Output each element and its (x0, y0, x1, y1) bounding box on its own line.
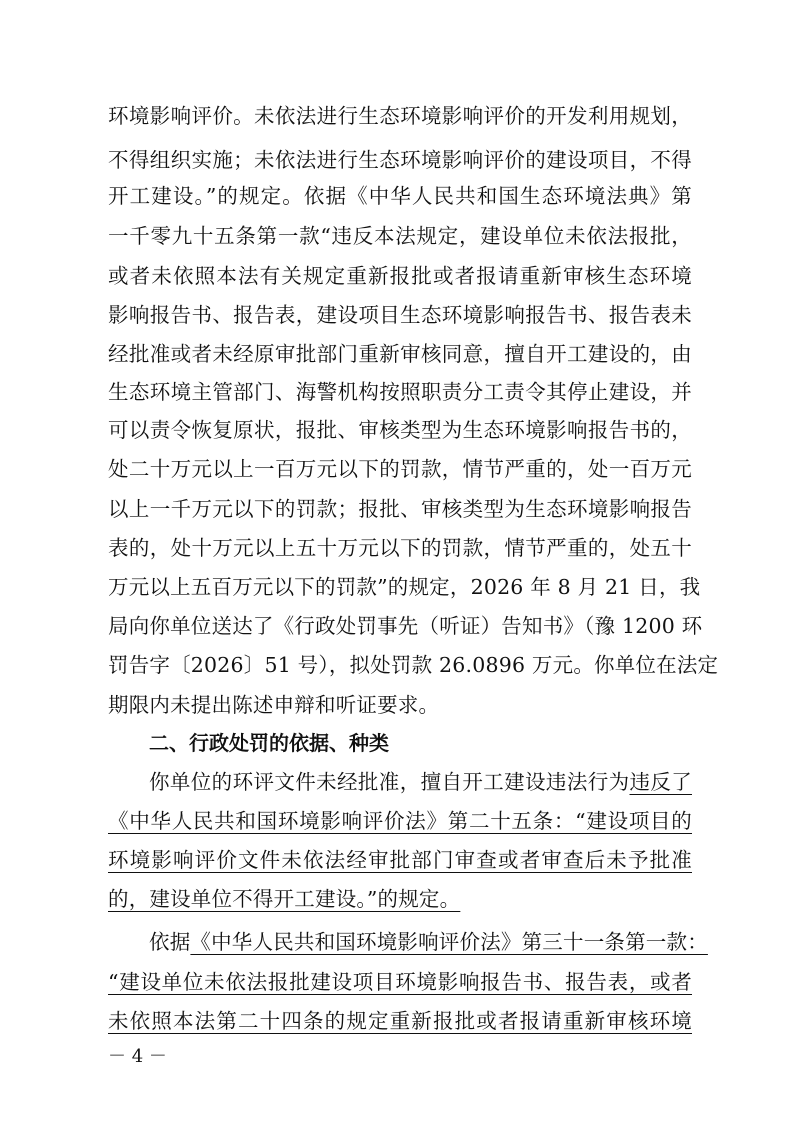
text-line: 或者未依照本法有关规定重新报批或者报请重新审核生态环境 (108, 264, 692, 288)
text-run: 你单位的环评文件未经批准，擅自开工建设违法行为 (149, 770, 630, 794)
text-line: 万元以上五百万元以下的罚款”的规定，2026 年 8 月 21 日，我 (108, 575, 701, 599)
underlined-text-line: “建设单位未依法报批建设项目环境影响报告书、报告表，或者 (108, 970, 692, 994)
text-line: 生态环境主管部门、海警机构按照职责分工责令其停止建设，并 (108, 380, 692, 404)
underlined-text-line: 《中华人民共和国环境影响评价法》第二十五条：“建设项目的 (108, 809, 692, 833)
underlined-text: 《中华人民共和国环境影响评价法》第三十一条第一款： (190, 930, 708, 954)
underlined-text: 违反了 (629, 770, 692, 794)
section-heading: 二、行政处罚的依据、种类 (149, 731, 389, 755)
text-line (108, 930, 708, 954)
text-line: 期限内未提出陈述申辩和听证要求。 (108, 693, 440, 717)
text-line: 处二十万元以上一百万元以下的罚款，情节严重的，处一百万元 (108, 457, 692, 481)
text-line: 表的，处十万元以上五十万元以下的罚款，情节严重的，处五十 (108, 536, 692, 560)
text-line: 影响报告书、报告表，建设项目生态环境影响报告书、报告表未 (108, 303, 692, 327)
text-line (108, 770, 692, 794)
text-line: 环境影响评价。未依法进行生态环境影响评价的开发利用规划， (108, 104, 692, 128)
text-line: 一千零九十五条第一款“违反本法规定，建设单位未依法报批， (108, 224, 692, 248)
underlined-text: 的，建设单位不得开工建设。”的规定。 (108, 887, 461, 911)
text-line: 不得组织实施；未依法进行生态环境影响评价的建设项目，不得 (108, 148, 692, 172)
underlined-text-line: 环境影响评价文件未依法经审批部门审查或者审查后未予批准 (108, 848, 692, 872)
text-line: 开工建设。”的规定。依据《中华人民共和国生态环境法典》第 (108, 184, 692, 208)
text-line: 经批准或者未经原审批部门重新审核同意，擅自开工建设的，由 (108, 342, 692, 366)
text-line: 局向你单位送达了《行政处罚事先（听证）告知书》（豫 1200 环 (108, 614, 703, 638)
text-run: 依据 (149, 930, 191, 954)
underlined-text-line: 未依照本法第二十四条的规定重新报批或者报请重新审核环境 (108, 1009, 692, 1033)
page-number: － 4 － (108, 1046, 167, 1067)
text-line: 罚告字〔2026〕51 号），拟处罚款 26.0896 万元。你单位在法定 (108, 653, 719, 677)
text-line (108, 887, 692, 911)
text-line: 以上一千万元以下的罚款；报批、审核类型为生态环境影响报告 (108, 497, 692, 521)
text-line: 可以责令恢复原状，报批、审核类型为生态环境影响报告书的， (108, 418, 692, 442)
